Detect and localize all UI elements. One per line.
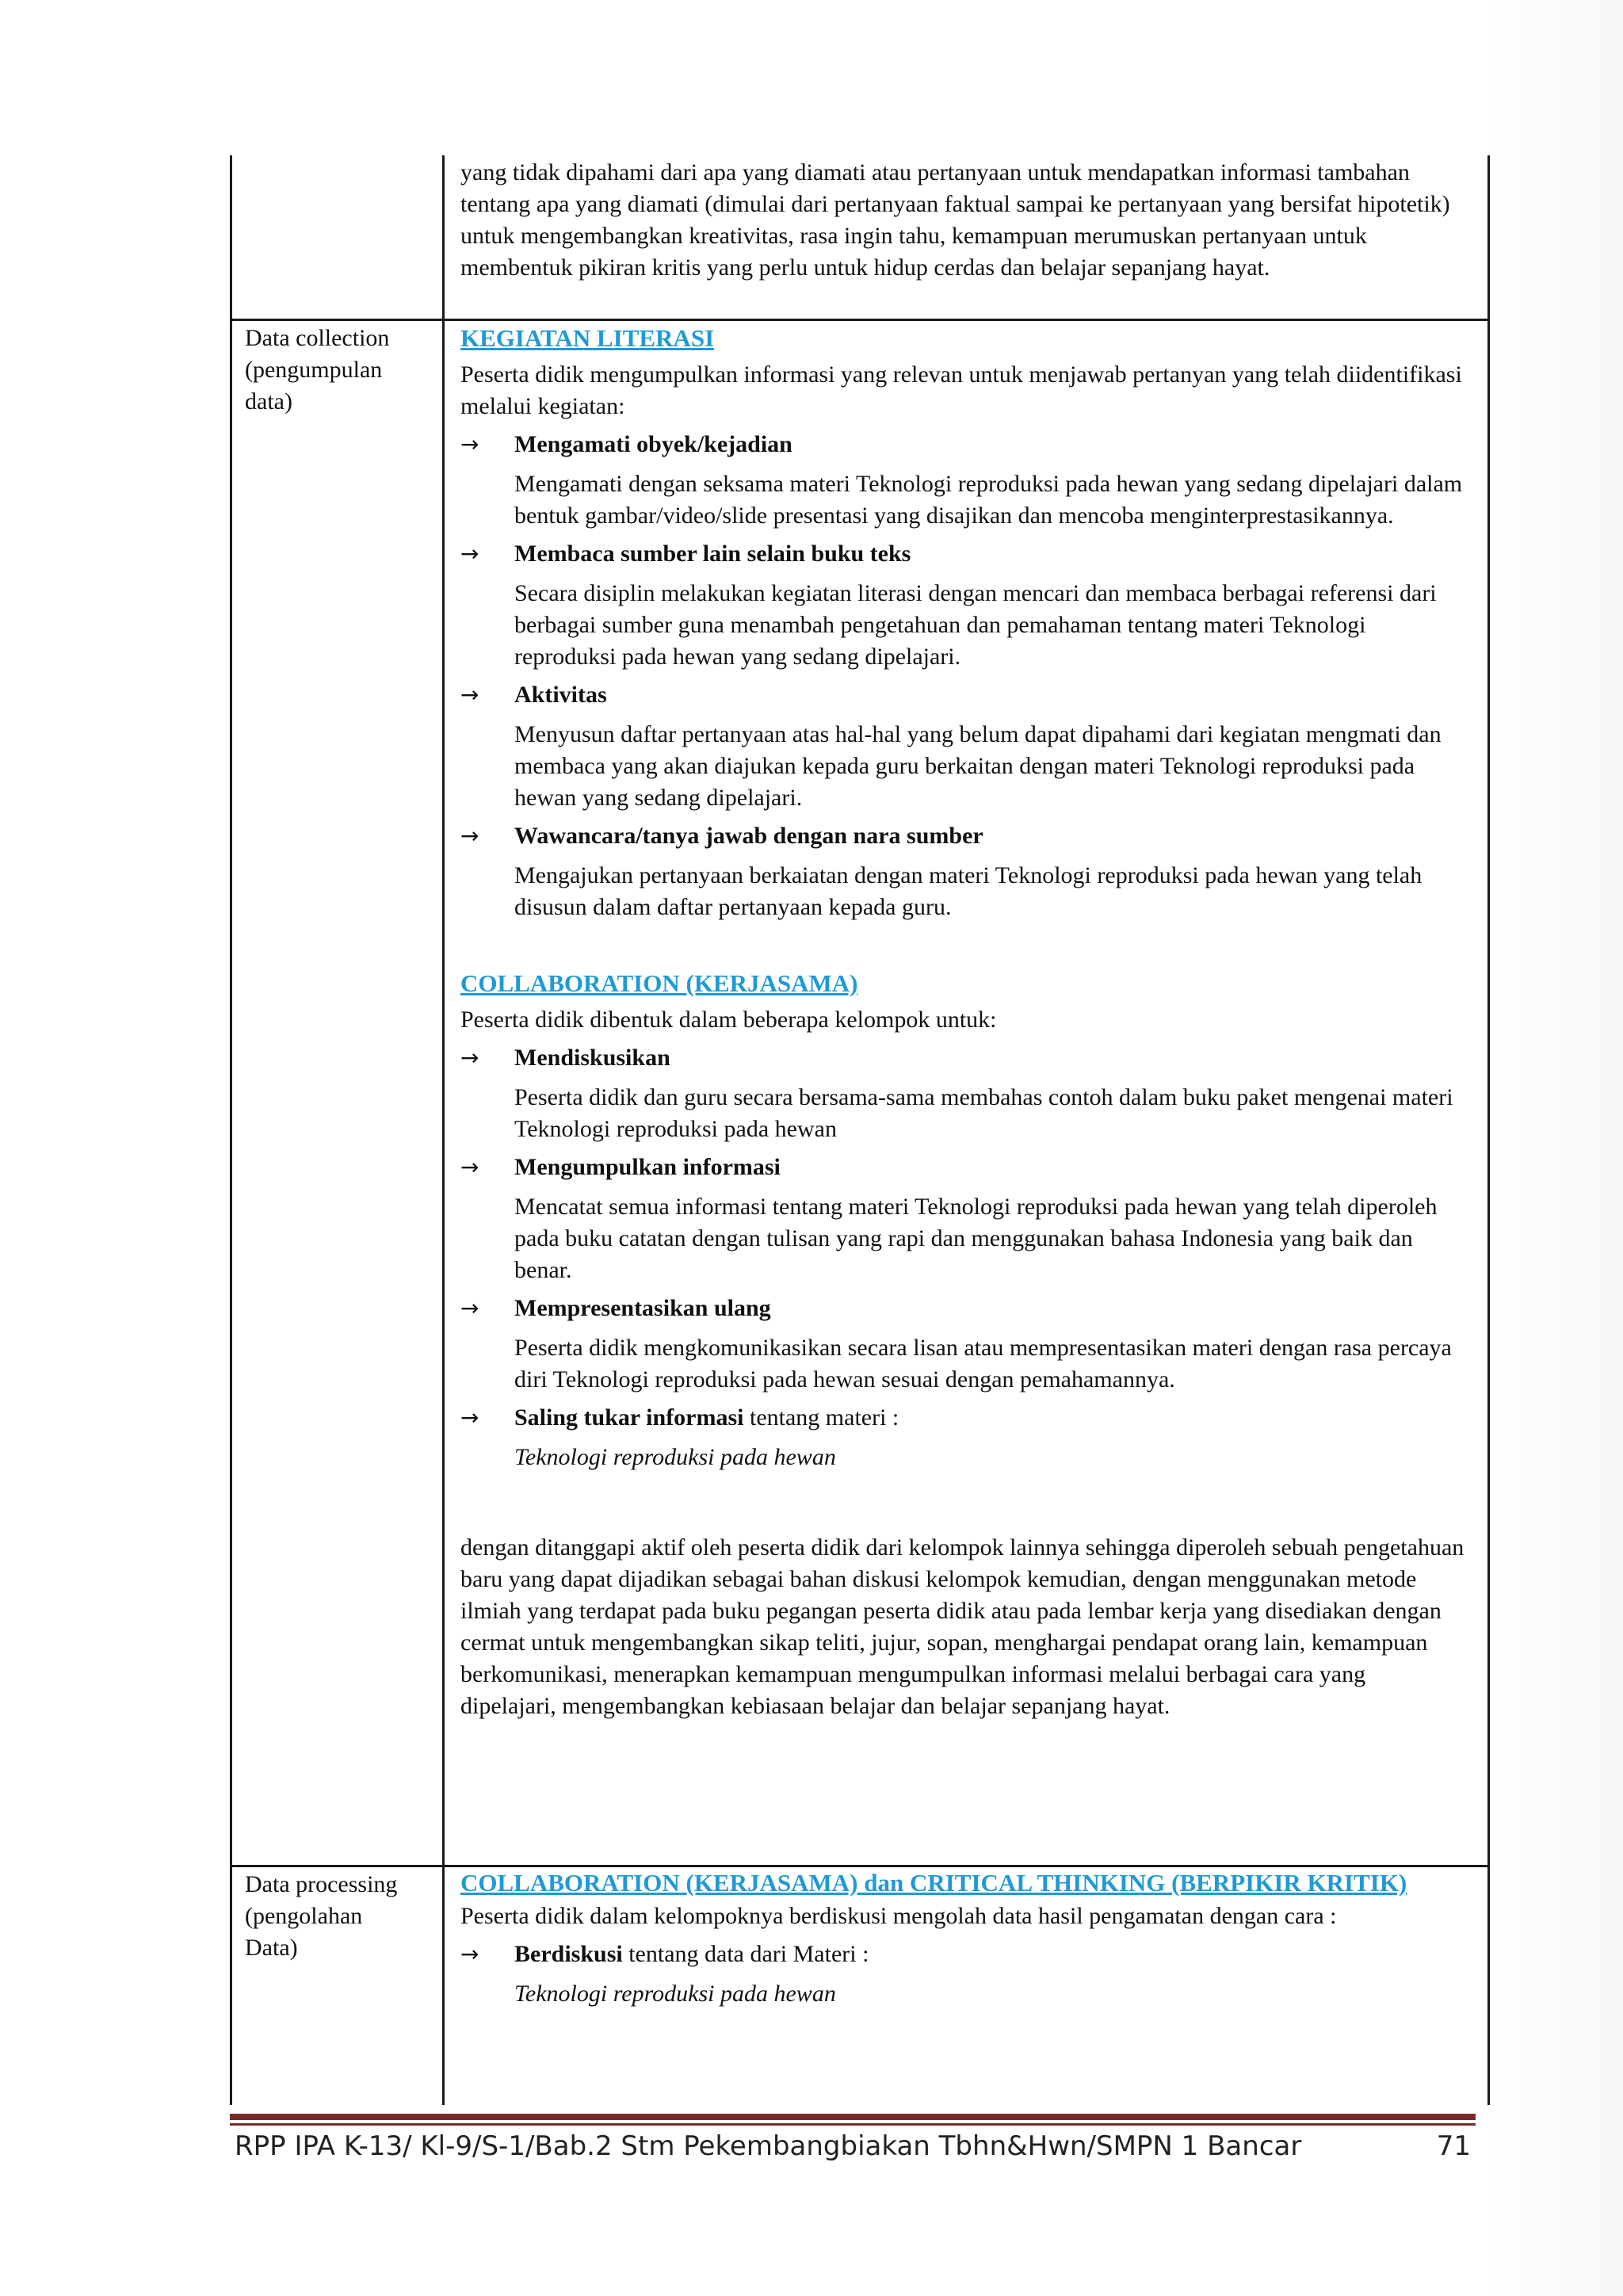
row-label bbox=[232, 155, 445, 319]
collaboration-item bbox=[460, 1152, 1467, 1286]
collaboration-item bbox=[460, 1293, 1467, 1396]
literasi-intro: Peserta didik mengumpulkan informasi yang relevan untuk menjawab pertanyan yang telah diidentifikasi melalui kegiatan: bbox=[460, 361, 1462, 419]
item-body: Menyusun daftar pertanyaan atas hal-hal yang belum dapat dipahami dari kegiatan mengmati dan membaca yang akan diajukan kepada guru berkaitan dengan materi Teknologi reproduksi pada hewan yang sedang dipelajari. bbox=[514, 721, 1442, 811]
processing-intro: Peserta didik dalam kelompoknya berdiskusi mengolah data hasil pengamatan dengan cara : bbox=[460, 1903, 1337, 1929]
item-body: Mengamati dengan seksama materi Teknologi reproduksi pada hewan yang sedang dipelajari dalam bentuk gambar/video/slide presentasi yang disajikan dan mencoba menginterprestasikannya. bbox=[514, 471, 1463, 529]
collaboration-item bbox=[460, 1042, 1467, 1145]
arrow-right-icon: → bbox=[460, 1941, 479, 1967]
item-title: Saling tukar informasi bbox=[514, 1404, 744, 1431]
collaboration-intro: Peserta didik dibentuk dalam beberapa kelompok untuk: bbox=[460, 1007, 997, 1033]
item-suffix: tentang data dari Materi : bbox=[622, 1941, 869, 1967]
arrow-right-icon: → bbox=[460, 1404, 479, 1431]
page-footer bbox=[235, 2130, 1471, 2162]
item-body: Peserta didik dan guru secara bersama-sama membahas contoh dalam buku paket mengenai materi Teknologi reproduksi pada hewan bbox=[514, 1084, 1453, 1142]
item-title: Berdiskusi bbox=[514, 1941, 623, 1967]
item-title: Wawancara/tanya jawab dengan nara sumber bbox=[514, 823, 983, 849]
item-title: Mendiskusikan bbox=[514, 1045, 670, 1071]
row-label-data-collection: Data collection (pengumpulan data) bbox=[232, 321, 445, 1865]
table-row-data-processing bbox=[232, 1865, 1487, 2105]
item-title: Mengumpulkan informasi bbox=[514, 1154, 781, 1180]
literasi-item bbox=[460, 679, 1467, 814]
arrow-right-icon: → bbox=[460, 823, 479, 849]
item-body: Mencatat semua informasi tentang materi Teknologi reproduksi pada hewan yang telah diperoleh pada buku catatan dengan tulisan yang rapi dan menggunakan bahasa Indonesia yang baik dan benar. bbox=[514, 1194, 1438, 1283]
item-title: Membaca sumber lain selain buku teks bbox=[514, 541, 911, 567]
arrow-right-icon: → bbox=[460, 1154, 479, 1180]
lesson-plan-table bbox=[230, 155, 1490, 2105]
literasi-item bbox=[460, 429, 1467, 532]
item-body: Secara disiplin melakukan kegiatan literasi dengan mencari dan membaca berbagai referensi dari berbagai sumber guna menambah pengetahuan dan pemahaman tentang materi Teknologi reproduksi pada hewan yang sedang dipelajari. bbox=[514, 580, 1437, 670]
item-body: Teknologi reproduksi pada hewan bbox=[514, 1444, 836, 1470]
item-body: Mengajukan pertanyaan berkaiatan dengan materi Teknologi reproduksi pada hewan yang telah disusun dalam daftar pertanyaan kepada guru. bbox=[514, 862, 1423, 920]
heading-collaboration-critical[interactable]: COLLABORATION (KERJASAMA) dan CRITICAL THINKING (BERPIKIR KRITIK) bbox=[460, 1869, 1407, 1897]
heading-kegiatan-literasi[interactable]: KEGIATAN LITERASI bbox=[460, 324, 715, 352]
arrow-right-icon: → bbox=[460, 431, 479, 457]
item-suffix: tentang materi : bbox=[743, 1404, 899, 1431]
page-number: 71 bbox=[1436, 2130, 1471, 2162]
row-label-data-processing: Data processing (pengolahan Data) bbox=[232, 1867, 445, 2105]
footer-title: RPP IPA K-13/ Kl-9/S-1/Bab.2 Stm Pekembangbiakan Tbhn&Hwn/SMPN 1 Bancar bbox=[235, 2130, 1302, 2162]
item-body: Teknologi reproduksi pada hewan bbox=[514, 1981, 836, 2007]
arrow-right-icon: → bbox=[460, 1045, 479, 1071]
arrow-right-icon: → bbox=[460, 541, 479, 567]
item-title: Aktivitas bbox=[514, 682, 607, 708]
footer-rule bbox=[230, 2114, 1476, 2126]
table-row-questioning bbox=[232, 155, 1487, 319]
collaboration-item bbox=[460, 1402, 1467, 1473]
heading-collaboration[interactable]: COLLABORATION (KERJASAMA) bbox=[460, 969, 858, 997]
page-edge bbox=[1484, 0, 1623, 2296]
arrow-right-icon: → bbox=[460, 682, 479, 708]
arrow-right-icon: → bbox=[460, 1295, 479, 1321]
item-title: Mempresentasikan ulang bbox=[514, 1295, 771, 1321]
item-title: Mengamati obyek/kejadian bbox=[514, 431, 792, 457]
literasi-item bbox=[460, 538, 1467, 673]
processing-item bbox=[460, 1939, 1467, 2010]
footer-rule-thin bbox=[230, 2123, 1476, 2126]
collection-closing-text: dengan ditanggapi aktif oleh peserta didik dari kelompok lainnya sehingga diperoleh sebuah pengetahuan baru yang dapat dijadikan sebagai bahan diskusi kelompok kemudian, dengan menggunakan metode ilmiah yang terdapat pada buku pegangan peserta didik atau pada lembar kerja yang disediakan dengan cermat untuk mengembangkan sikap teliti, jujur, sopan, menghargai pendapat orang lain, kemampuan berkomunikasi, menerapkan kemampuan mengumpulkan informasi melalui berbagai cara yang dipelajari, mengembangkan kebiasaan belajar dan belajar sepanjang hayat. bbox=[460, 1534, 1465, 1719]
questioning-text: yang tidak dipahami dari apa yang diamati atau pertanyaan untuk mendapatkan informasi tambahan tentang apa yang diamati (dimulai dari pertanyaan faktual sampai ke pertanyaan yang bersifat hipotetik) untuk mengembangkan kreativitas, rasa ingin tahu, kemampuan merumuskan pertanyaan untuk membentuk pikiran kritis yang perlu untuk hidup cerdas dan belajar sepanjang hayat. bbox=[460, 159, 1450, 281]
footer-rule-thick bbox=[230, 2114, 1476, 2120]
literasi-item bbox=[460, 820, 1467, 923]
item-body: Peserta didik mengkomunikasikan secara lisan atau mempresentasikan materi dengan rasa percaya diri Teknologi reproduksi pada hewan sesuai dengan pemahamannya. bbox=[514, 1335, 1452, 1392]
table-row-data-collection bbox=[232, 319, 1487, 1865]
